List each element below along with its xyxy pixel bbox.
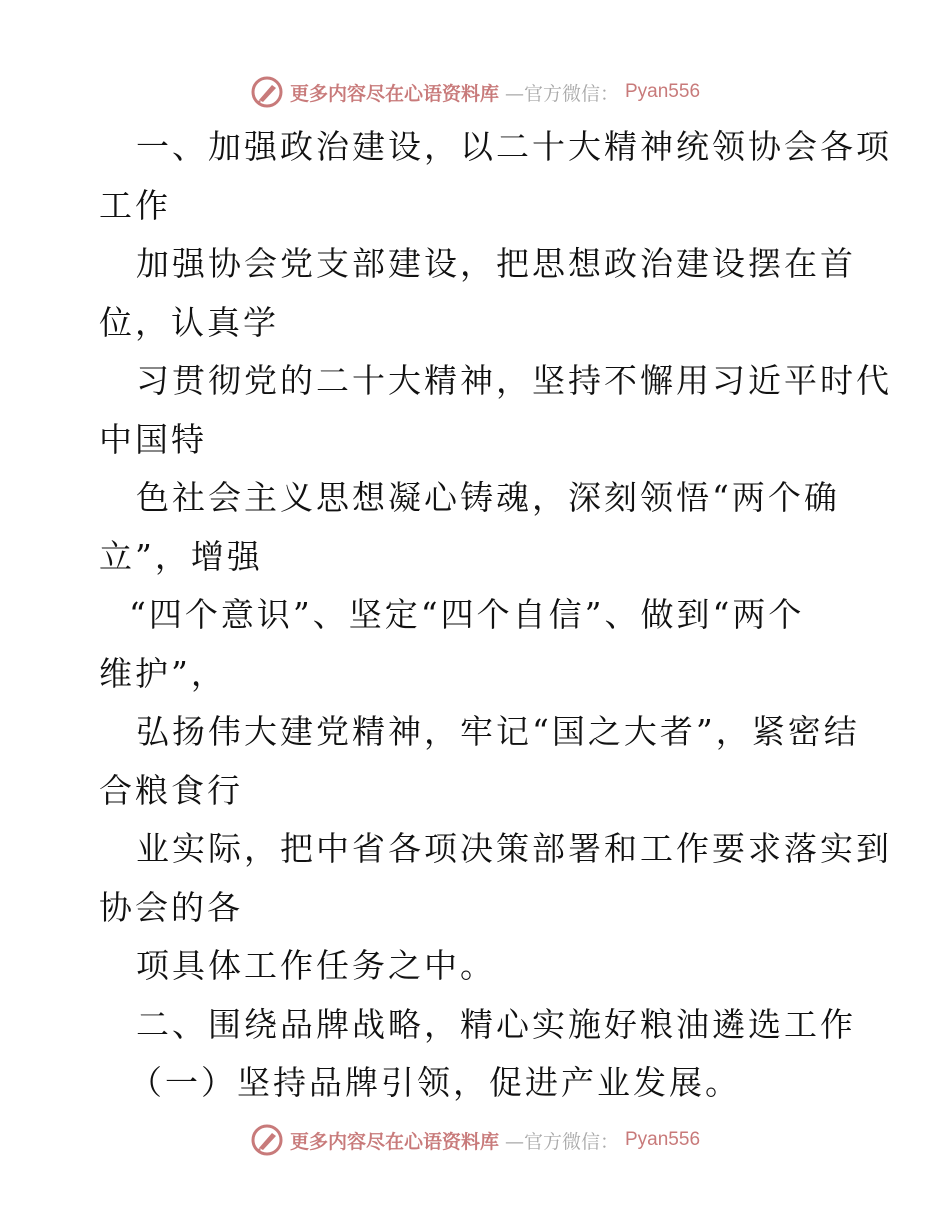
header-watermark [0, 72, 950, 112]
paragraph-line: “四个意识”、坚定“四个自信”、做到“两个 [129, 595, 805, 634]
pen-logo-icon [250, 1123, 284, 1157]
heading-1-line-1: 一、加强政治建设，以二十大精神统领协会各项 [136, 127, 892, 166]
pen-logo-icon [250, 75, 284, 109]
paragraph-line: 项具体工作任务之中。 [136, 946, 496, 985]
watermark-brand: 更多内容尽在心语资料库 [289, 1130, 499, 1153]
paragraph-line: 中国特 [99, 419, 207, 459]
paragraph-line: 加强协会党支部建设，把思想政治建设摆在首 [136, 244, 856, 283]
paragraph-line: 弘扬伟大建党精神，牢记“国之大者”，紧密结 [136, 712, 860, 751]
subheading-line: （一）坚持品牌引领，促进产业发展。 [129, 1063, 741, 1102]
document-body [99, 118, 892, 1113]
watermark-separator: —官方微信： [504, 1130, 619, 1153]
heading-1-line-2: 工作 [99, 185, 171, 225]
paragraph-line: 业实际，把中省各项决策部署和工作要求落实到 [136, 829, 892, 868]
watermark-brand: 更多内容尽在心语资料库 [289, 82, 499, 105]
heading-2-line: 二、围绕品牌战略，精心实施好粮油遴选工作 [136, 1004, 856, 1044]
watermark-separator: —官方微信： [504, 82, 619, 105]
paragraph-line: 位，认真学 [99, 302, 279, 342]
paragraph-line: 协会的各 [99, 887, 243, 927]
watermark-wechat-id: Pyan556 [625, 81, 701, 102]
paragraph-line: 立”，增强 [99, 536, 263, 576]
paragraph-line: 习贯彻党的二十大精神，坚持不懈用习近平时代 [136, 361, 892, 400]
watermark-wechat-id: Pyan556 [625, 1129, 701, 1150]
footer-watermark [0, 1120, 950, 1160]
paragraph-line: 色社会主义思想凝心铸魂，深刻领悟“两个确 [136, 478, 840, 517]
paragraph-line: 合粮食行 [99, 770, 243, 810]
paragraph-line: 维护”， [99, 653, 227, 693]
